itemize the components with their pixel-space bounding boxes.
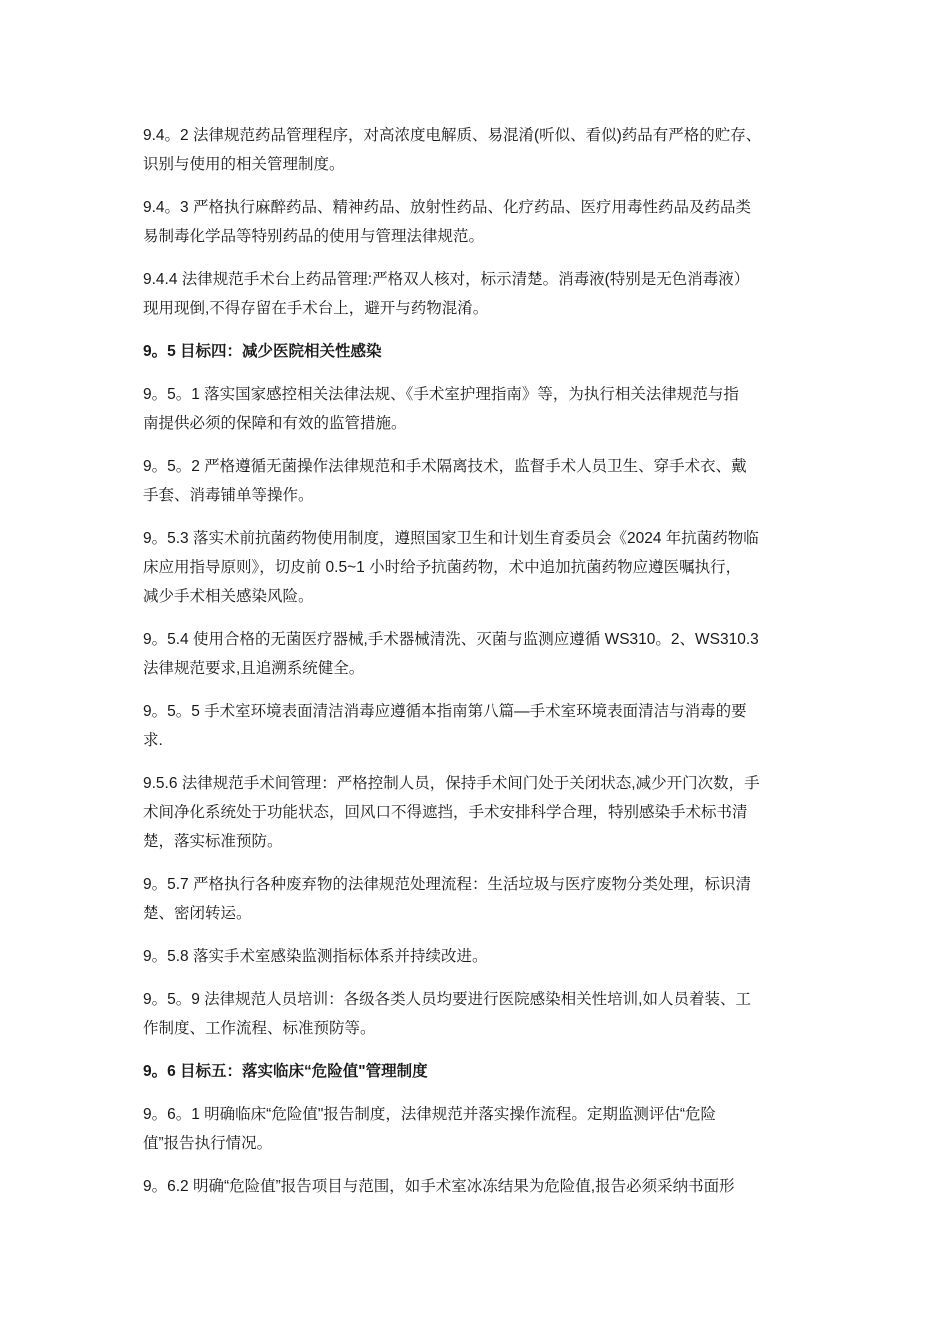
text-line: 楚，落实标准预防。 xyxy=(143,833,283,850)
text-line: 易制毒化学品等特别药品的使用与管理法律规范。 xyxy=(143,228,485,245)
text-line: 床应用指导原则》，切皮前 0.5~1 小时给予抗菌药物，术中追加抗菌药物应遵医嘱执行， xyxy=(143,559,742,576)
text-line: 9.4.4 法律规范手术台上药品管理:严格双人核对，标示清楚。消毒液(特别是无色消毒液） xyxy=(143,271,750,288)
text-line: 作制度、工作流程、标准预防等。 xyxy=(143,1020,376,1037)
text-line: 9.4。3 严格执行麻醉药品、精神药品、放射性药品、化疗药品、医疗用毒性药品及药品类 xyxy=(143,199,751,216)
text-line: 法律规范要求,且追溯系统健全。 xyxy=(143,660,365,677)
text-line: 手套、消毒铺单等操作。 xyxy=(143,487,314,504)
text-line: 求. xyxy=(143,732,163,749)
text-line: 9。6.2 明确“危险值”报告项目与范围，如手术室冰冻结果为危险值,报告必须采纳书面形 xyxy=(143,1178,735,1195)
paragraph xyxy=(143,942,813,971)
paragraph xyxy=(143,870,813,928)
paragraph xyxy=(143,193,813,251)
text-line: 术间净化系统处于功能状态，回风口不得遮挡，手术安排科学合理，特别感染手术标书清 xyxy=(143,804,748,821)
text-line: 9。5.7 严格执行各种废弃物的法律规范处理流程：生活垃圾与医疗废物分类处理，标识清 xyxy=(143,876,751,893)
section-heading xyxy=(143,337,813,366)
text-line: 9。5。9 法律规范人员培训：各级各类人员均要进行医院感染相关性培训,如人员着装、工 xyxy=(143,991,751,1008)
text-line: 9。6 目标五：落实临床“危险值"管理制度 xyxy=(143,1063,428,1080)
paragraph xyxy=(143,121,813,179)
paragraph xyxy=(143,1172,813,1201)
text-line: 9。6。1 明确临床“危险值"报告制度，法律规范并落实操作流程。定期监测评估“危险 xyxy=(143,1106,716,1123)
text-line: 9。5.4 使用合格的无菌医疗器械,手术器械清洗、灭菌与监测应遵循 WS310。2、WS310.3 xyxy=(143,631,759,648)
text-line: 值”报告执行情况。 xyxy=(143,1135,273,1152)
paragraph xyxy=(143,769,813,856)
paragraph xyxy=(143,380,813,438)
paragraph xyxy=(143,1100,813,1158)
text-line: 现用现倒,不得存留在手术台上，避开与药物混淆。 xyxy=(143,300,489,317)
text-line: 识别与使用的相关管理制度。 xyxy=(143,156,345,173)
text-line: 9。5。2 严格遵循无菌操作法律规范和手术隔离技术，监督手术人员卫生、穿手术衣、戴 xyxy=(143,458,747,475)
text-line: 9.5.6 法律规范手术间管理：严格控制人员，保持手术间门处于关闭状态,减少开门次数，手 xyxy=(143,775,760,792)
text-line: 9。5.3 落实术前抗菌药物使用制度，遵照国家卫生和计划生育委员会《2024 年抗菌药物临 xyxy=(143,530,759,547)
paragraph xyxy=(143,265,813,323)
text-line: 减少手术相关感染风险。 xyxy=(143,588,314,605)
text-line: 9。5。5 手术室环境表面清洁消毒应遵循本指南第八篇—手术室环境表面清洁与消毒的要 xyxy=(143,703,747,720)
document-body xyxy=(143,121,813,1215)
section-heading xyxy=(143,1057,813,1086)
paragraph xyxy=(143,452,813,510)
paragraph xyxy=(143,697,813,755)
text-line: 9.4。2 法律规范药品管理程序，对高浓度电解质、易混淆(听似、看似)药品有严格的贮存、 xyxy=(143,127,762,144)
text-line: 楚、密闭转运。 xyxy=(143,905,252,922)
paragraph xyxy=(143,985,813,1043)
text-line: 9。5.8 落实手术室感染监测指标体系并持续改进。 xyxy=(143,948,488,965)
text-line: 9。5 目标四：减少医院相关性感染 xyxy=(143,343,382,360)
paragraph xyxy=(143,524,813,611)
text-line: 南提供必须的保障和有效的监管措施。 xyxy=(143,415,407,432)
text-line: 9。5。1 落实国家感控相关法律法规、《手术室护理指南》等，为执行相关法律规范与指 xyxy=(143,386,739,403)
paragraph xyxy=(143,625,813,683)
